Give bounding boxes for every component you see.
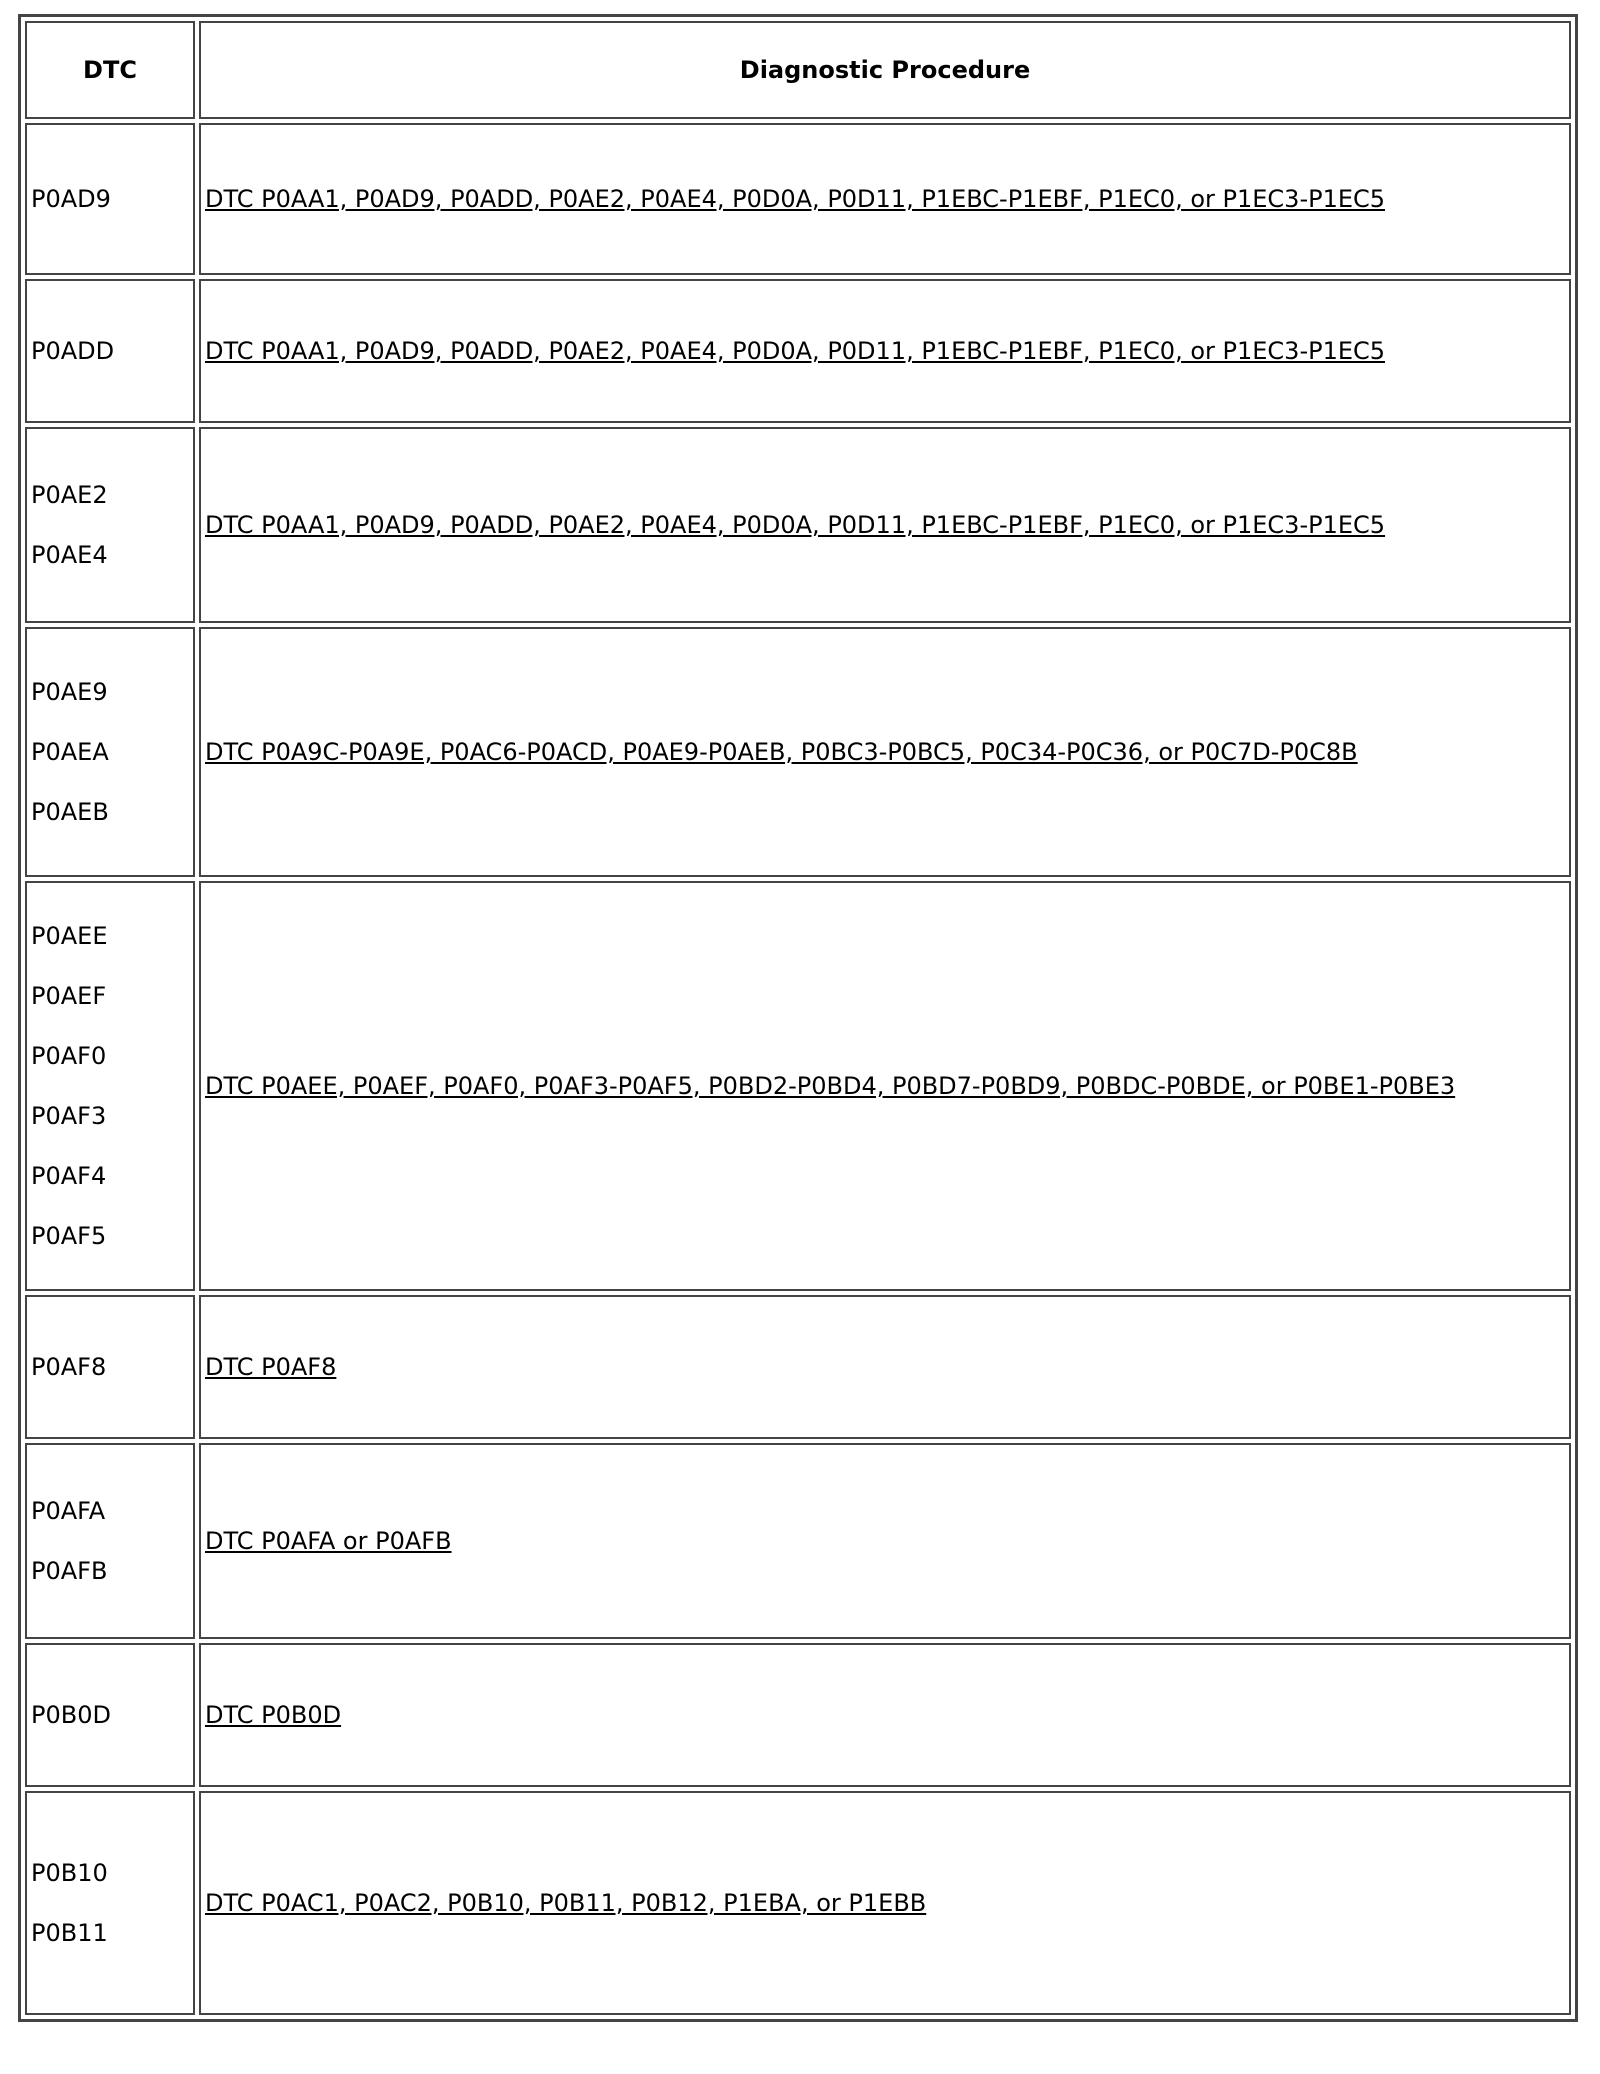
dtc-code-cell <box>25 1791 195 2015</box>
procedure-cell <box>199 123 1571 275</box>
dtc-code: P0AEA <box>31 738 109 766</box>
column-header-procedure: Diagnostic Procedure <box>199 21 1571 119</box>
procedure-cell <box>199 279 1571 423</box>
dtc-code: P0AE2 <box>31 481 108 509</box>
dtc-code-cell <box>25 627 195 877</box>
dtc-code: P0AEF <box>31 982 107 1010</box>
page <box>18 14 1578 2074</box>
procedure-cell <box>199 1295 1571 1439</box>
dtc-code: P0B10 <box>31 1859 108 1887</box>
dtc-code: P0AE4 <box>31 541 108 569</box>
procedure-cell <box>199 881 1571 1291</box>
dtc-code: P0AEE <box>31 922 108 950</box>
procedure-link[interactable]: DTC P0AEE, P0AEF, P0AF0, P0AF3-P0AF5, P0BD2-P0BD4, P0BD7-P0BD9, P0BDC-P0BDE, or P0BE1-P0BE3 <box>205 1072 1456 1100</box>
procedure-link[interactable]: DTC P0AA1, P0AD9, P0ADD, P0AE2, P0AE4, P0D0A, P0D11, P1EBC-P1EBF, P1EC0, or P1EC3-P1EC5 <box>205 185 1386 213</box>
table-body <box>25 123 1571 2015</box>
procedure-cell <box>199 1791 1571 2015</box>
dtc-code-cell <box>25 1643 195 1787</box>
dtc-code: P0ADD <box>31 337 115 365</box>
dtc-code: P0AFB <box>31 1557 108 1585</box>
table-row <box>25 627 1571 877</box>
procedure-link[interactable]: DTC P0A9C-P0A9E, P0AC6-P0ACD, P0AE9-P0AEB, P0BC3-P0BC5, P0C34-P0C36, or P0C7D-P0C8B <box>205 738 1358 766</box>
procedure-link[interactable]: DTC P0AA1, P0AD9, P0ADD, P0AE2, P0AE4, P0D0A, P0D11, P1EBC-P1EBF, P1EC0, or P1EC3-P1EC5 <box>205 511 1386 539</box>
table-row <box>25 123 1571 275</box>
dtc-table <box>18 14 1578 2022</box>
dtc-code: P0AE9 <box>31 678 108 706</box>
dtc-code-cell <box>25 123 195 275</box>
procedure-cell <box>199 627 1571 877</box>
procedure-link[interactable]: DTC P0AC1, P0AC2, P0B10, P0B11, P0B12, P1EBA, or P1EBB <box>205 1889 927 1917</box>
dtc-code: P0AF0 <box>31 1042 107 1070</box>
table-row <box>25 1643 1571 1787</box>
procedure-link[interactable]: DTC P0B0D <box>205 1701 342 1729</box>
procedure-cell <box>199 1443 1571 1639</box>
dtc-code-cell <box>25 1295 195 1439</box>
dtc-code: P0AF5 <box>31 1222 107 1250</box>
dtc-code-cell <box>25 279 195 423</box>
dtc-code-cell <box>25 1443 195 1639</box>
dtc-code: P0AF3 <box>31 1102 107 1130</box>
table-row <box>25 1295 1571 1439</box>
dtc-code: P0B11 <box>31 1919 108 1947</box>
procedure-link[interactable]: DTC P0AFA or P0AFB <box>205 1527 452 1555</box>
table-row <box>25 427 1571 623</box>
dtc-code-cell <box>25 881 195 1291</box>
table-row <box>25 279 1571 423</box>
procedure-link[interactable]: DTC P0AA1, P0AD9, P0ADD, P0AE2, P0AE4, P0D0A, P0D11, P1EBC-P1EBF, P1EC0, or P1EC3-P1EC5 <box>205 337 1386 365</box>
table-row <box>25 1791 1571 2015</box>
dtc-code-cell <box>25 427 195 623</box>
dtc-code: P0AF4 <box>31 1162 107 1190</box>
dtc-code: P0AFA <box>31 1497 106 1525</box>
procedure-cell <box>199 1643 1571 1787</box>
column-header-dtc: DTC <box>25 21 195 119</box>
dtc-code: P0AD9 <box>31 185 111 213</box>
procedure-link[interactable]: DTC P0AF8 <box>205 1353 337 1381</box>
table-row <box>25 1443 1571 1639</box>
procedure-cell <box>199 427 1571 623</box>
table-header-row <box>25 21 1571 119</box>
dtc-code: P0AEB <box>31 798 109 826</box>
table-row <box>25 881 1571 1291</box>
dtc-code: P0AF8 <box>31 1353 107 1381</box>
dtc-code: P0B0D <box>31 1701 111 1729</box>
